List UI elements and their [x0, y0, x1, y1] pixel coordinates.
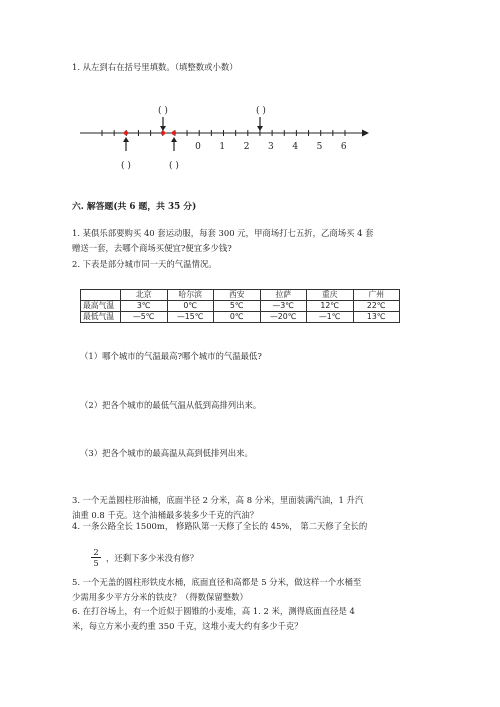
table-header-cell: 拉萨: [260, 290, 307, 301]
marked-point: [172, 131, 176, 135]
problem-1-line-2: 赠送一套，去哪个商场买便宜?便宜多少钱?: [72, 243, 232, 253]
table-header-cell: 北京: [121, 290, 168, 301]
fraction-two-fifths: [91, 548, 101, 568]
answer-blank: ( ): [158, 106, 168, 116]
marked-point: [124, 131, 128, 135]
answer-blank: ( ): [169, 161, 179, 171]
problem-2-intro: 2. 下表是部分城市同一天的气温情况。: [72, 259, 217, 269]
table-cell: 22℃: [353, 301, 400, 312]
table-cell: —3℃: [260, 301, 307, 312]
table-header-cell: 重庆: [307, 290, 354, 301]
temperature-table: [80, 289, 400, 323]
problem-6-line-2: 米，每立方米小麦约重 350 千克，这堆小麦大约有多少千克？: [72, 621, 303, 631]
table-cell: —1℃: [307, 312, 354, 323]
question-1-title: 1. 从左到右在括号里填数。（填整数或小数）: [72, 62, 238, 72]
fraction-numerator: 2: [93, 547, 99, 557]
tick-label: 1: [219, 142, 226, 152]
problem-1-line-1: 1. 某俱乐部要购买 40 套运动服，每套 300 元，甲商场打七五折，乙商场买 4 套: [72, 228, 374, 238]
arrow-head: [257, 126, 263, 131]
table-header-row: [81, 290, 400, 301]
table-row: [81, 301, 400, 312]
table-cell: —20℃: [260, 312, 307, 323]
tick-label: 5: [316, 142, 323, 152]
arrow-head: [123, 137, 129, 142]
problem-5-line-2: 少需用多少平方分米的铁皮？（得数保留整数）: [72, 592, 248, 602]
section-heading: 六. 解答题(共 6 题，共 35 分): [72, 202, 197, 212]
arrow-head: [171, 137, 177, 142]
table-cell: 5℃: [214, 301, 261, 312]
row-label: 最低气温: [81, 312, 121, 323]
table-corner-cell: [81, 290, 121, 301]
tick-label: 2: [243, 142, 250, 152]
table-row: [81, 312, 400, 323]
tick-label: 3: [268, 142, 274, 152]
answer-blank: ( ): [121, 161, 131, 171]
table-cell: 0℃: [167, 301, 214, 312]
tick-label: 4: [292, 142, 299, 152]
table-cell: 0℃: [214, 312, 261, 323]
tick-label: 6: [340, 142, 347, 152]
table-cell: 13℃: [353, 312, 400, 323]
problem-5-line-1: 5. 一个无盖的圆柱形铁皮水桶，底面直径和高都是 5 分米，做这样一个水桶至: [72, 577, 362, 587]
axis-arrowhead: [362, 130, 369, 137]
table-header-cell: 西安: [214, 290, 261, 301]
table-cell: —15℃: [167, 312, 214, 323]
answer-blank: ( ): [256, 106, 266, 116]
row-label: 最高气温: [81, 301, 121, 312]
table-header-cell: 哈尔滨: [167, 290, 214, 301]
problem-3-line-1: 3. 一个无盖圆柱形油桶，底面半径 2 分米，高 8 分米，里面装满汽油，1 升汽: [72, 495, 364, 505]
number-line: [0, 0, 500, 180]
problem-4-line-1: 4. 一条公路全长 1500m， 修路队第一天修了全长的 45%， 第二天修了全长的: [72, 521, 368, 531]
marked-point: [161, 131, 165, 135]
table-cell: —5℃: [121, 312, 168, 323]
tick-label: 0: [195, 142, 201, 152]
sub-question-3: （3）把各个城市的最高温从高到低排列出来。: [80, 448, 253, 458]
table-cell: 3℃: [121, 301, 168, 312]
arrow-head: [160, 126, 166, 131]
problem-6-line-1: 6. 在打谷场上，有一个近似于圆锥的小麦堆，高 1. 2 米，测得底面直径是 4: [72, 606, 355, 616]
problem-3-line-2: 油重 0.8 千克。这个油桶最多装多少千克的汽油？: [72, 510, 259, 520]
sub-question-1: （1）哪个城市的气温最高?哪个城市的气温最低?: [80, 351, 262, 361]
table-header-cell: 广州: [353, 290, 400, 301]
fraction-denominator: 5: [93, 558, 99, 569]
problem-4-line-2: ，还剩下多少米没有修？: [106, 553, 199, 563]
table-cell: 12℃: [307, 301, 354, 312]
sub-question-2: （2）把各个城市的最低气温从低到高排列出来。: [80, 400, 262, 410]
